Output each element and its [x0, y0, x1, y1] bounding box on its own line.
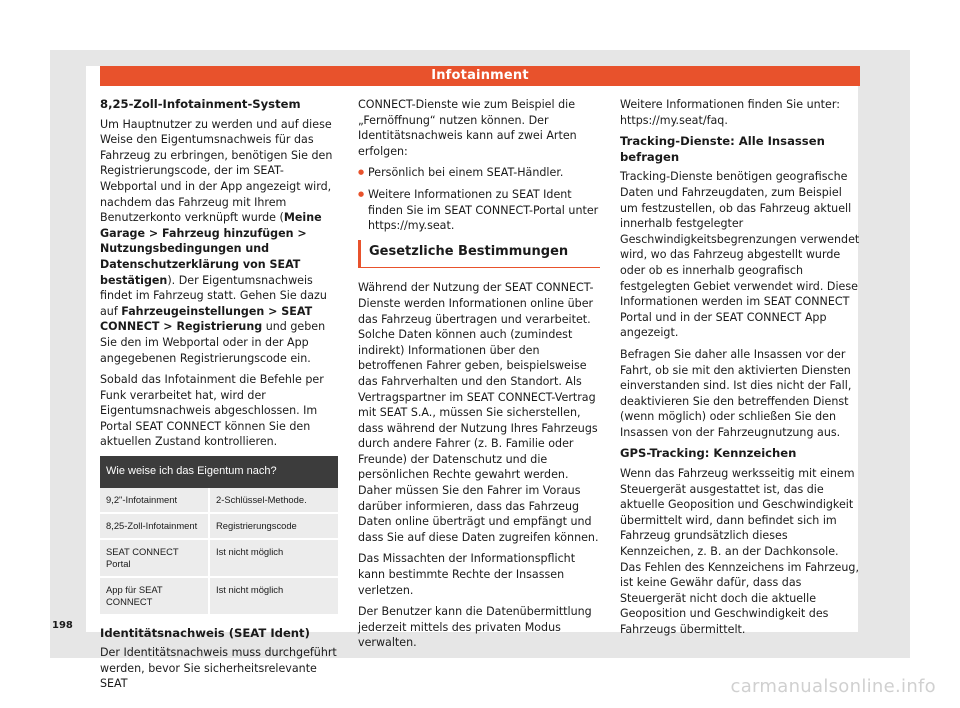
paragraph-ownership-complete: Sobald das Infotainment die Befehle per Funk verarbeitet hat, wird der Eigentumsnachweis abgeschlossen. Im Portal SEAT CONNECT können Sie den aktuellen Zustand kontrollieren. [100, 373, 324, 449]
table-title: Wie weise ich das Eigentum nach? [100, 456, 338, 488]
ownership-table [100, 456, 338, 616]
paragraph-legal: Während der Nutzung der SEAT CONNECT-Dienste werden Informationen online über das Fahrzeug übertragen und verarbeitet. Solche Daten können auch (zumindest indirekt) Informationen über den betroffenen Fahrer geben, beispielsweise das Fahrverhalten und den Standort. Als Vertragspartner im SEAT CONNECT-Vertrag mit SEAT S.A., müssen Sie sicherstellen, dass während der Nutzung Ihres Fahrzeugs durch andere Fahrer (z. B. Familie oder Freunde) der Datenschutz und die persönlichen Rechte gewahrt werden. Daher müssen Sie den Fahrer im Voraus darüber informieren, dass das Fahrzeug Daten online überträgt und empfängt und dass Sie auf diese Daten zugreifen können. [358, 281, 599, 544]
heading-seat-ident: Identitätsnachweis (SEAT Ident) [100, 625, 310, 640]
heading-gps-tracking: GPS-Tracking: Kennzeichen [620, 446, 797, 461]
paragraph-faq: Weitere Informationen finden Sie unter: https://my.seat/faq. [620, 98, 840, 127]
paragraph-gps: Wenn das Fahrzeug werksseitig mit einem Steuergerät ausgestattet ist, das die aktuelle Geoposition und Geschwindigkeit übermittelt wird, dann befindet sich im Fahrzeug grundsätzlich dieses Kennzeichen, z. B. an der Dachkonsole. Das Fehlen des Kennzeichens im Fahrzeug, ist keine Gewähr dafür, dass das Steuergerät nicht doch die aktuelle Geoposition und Geschwindigkeit des Fahrzeugs übermittelt. [620, 467, 859, 636]
paragraph-private-mode: Der Benutzer kann die Datenübermittlung jederzeit mittels des privaten Modus verwalten. [358, 605, 592, 650]
watermark: carmanualsonline.info [730, 676, 936, 697]
table-row: 8,25-Zoll-Infotainment Registrierungscode [100, 513, 338, 539]
column-left [100, 97, 338, 698]
table-row: SEAT CONNECT Portal Ist nicht möglich [100, 539, 338, 577]
paragraph-registration: Um Hauptnutzer zu werden und auf diese Weise den Eigentumsnachweis für das Fahrzeug zu erbringen, benötigen Sie den Registrierungscode, der im SEAT-Webportal und in der App angezeigt wird, nachdem das Fahrzeug mit Ihrem Benutzerkonto verknüpft wurde (Meine Garage > Fahrzeug hinzufügen > Nutzungsbedingungen und Datenschutzerklärung von SEAT bestätigen). Der Eigentumsnachweis findet im Fahrzeug statt. Gehen Sie dazu auf Fahrzeugeinstellungen > SEAT CONNECT > Registrierung und geben Sie den im Webportal oder in der App angegebenen Registrierungscode ein. [100, 117, 333, 365]
list-item: ● Persönlich bei einem SEAT-Händler. [358, 165, 600, 181]
section-header: Infotainment [100, 66, 860, 86]
paragraph-information-duty: Das Missachten der Informationspflicht kann bestimmte Rechte der Insassen verletzen. [358, 552, 576, 597]
page-number: 198 [52, 620, 73, 631]
paragraph-tracking: Tracking-Dienste benötigen geografische Daten und Fahrzeugdaten, zum Beispiel um festzustellen, ob das Fahrzeug aktuell innerhalb festgelegter Geschwindigkeitsbegrenzungen verwendet wird, wo das Fahrzeug abgestellt wurde oder ob es innerhalb geografisch festgelegten Gebiet verwendet wird. Diese Informationen werden im SEAT CONNECT Portal und in der SEAT CONNECT App angezeigt. [620, 170, 860, 340]
table-row: App für SEAT CONNECT Ist nicht möglich [100, 577, 338, 615]
heading-infotainment-system: 8,25-Zoll-Infotainment-System [100, 97, 301, 111]
column-right [620, 97, 860, 644]
section-title-legal: Gesetzliche Bestimmungen [358, 240, 600, 269]
column-middle [358, 97, 600, 657]
paragraph-ident-options: CONNECT-Dienste wie zum Beispiel die „Fernöffnung“ nutzen können. Der Identitätsnachweis kann auf zwei Arten erfolgen: [358, 98, 577, 158]
heading-tracking-services: Tracking-Dienste: Alle Insassen befragen [620, 134, 825, 164]
paragraph-ask-occupants: Befragen Sie daher alle Insassen vor der Fahrt, ob sie mit den aktivierten Diensten einverstanden sind. Ist dies nicht der Fall, deaktivieren Sie den betreffenden Dienst (wenn möglich) oder schließen Sie den Insassen von der Fahrzeugnutzung aus. [620, 347, 852, 439]
list-item: ● Weitere Informationen zu SEAT Ident finden Sie im SEAT CONNECT-Portal unter https://my.seat. [358, 187, 600, 234]
table-row: 9,2"-Infotainment 2-Schlüssel-Methode. [100, 488, 338, 513]
paragraph-ident-intro: Der Identitätsnachweis muss durchgeführt werden, bevor Sie sicherheitsrelevante SEAT [100, 646, 337, 691]
